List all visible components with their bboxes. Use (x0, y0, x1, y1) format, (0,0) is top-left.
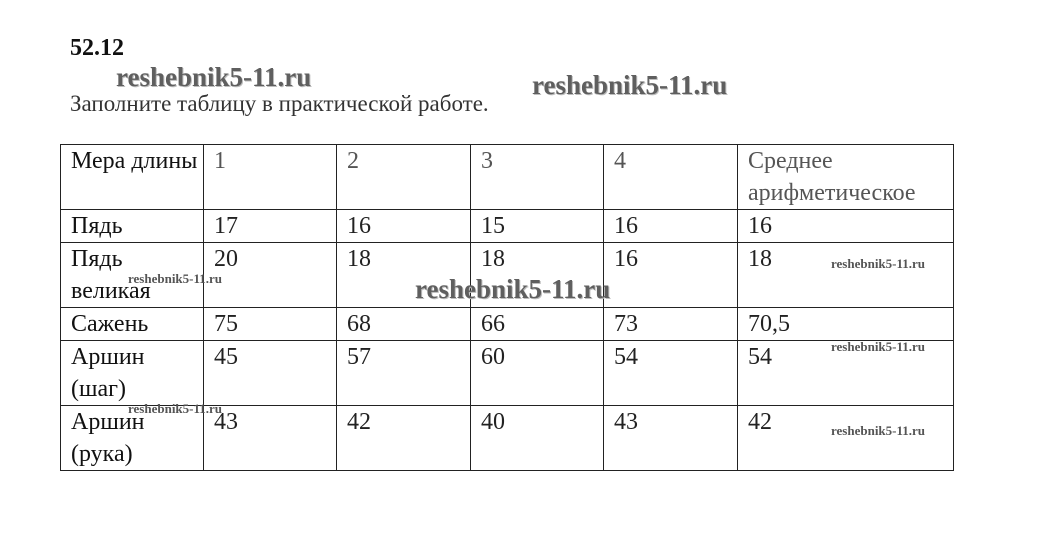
watermark-text: reshebnik5-11.ru (415, 274, 611, 304)
table-cell: 16 (604, 243, 738, 308)
table-cell: 18 (337, 243, 471, 308)
watermark-text: reshebnik5-11.ru (128, 401, 223, 416)
table-cell: 15 (471, 210, 604, 243)
watermark-text: reshebnik5-11.ru (128, 271, 223, 286)
table-row (61, 308, 954, 341)
table-row (61, 210, 954, 243)
table-cell: 73 (604, 308, 738, 341)
table-cell-average: 70,5 (738, 308, 954, 341)
row-label: Пядь великая (61, 243, 204, 308)
table-cell: 75 (204, 308, 337, 341)
table-cell: 16 (604, 210, 738, 243)
problem-number: 52.12 (70, 35, 124, 61)
table-cell-average: 54 (738, 341, 954, 406)
watermark-text: reshebnik5-11.ru (831, 256, 926, 271)
watermark-text: reshebnik5-11.ru (831, 423, 926, 438)
table-cell: 42 (337, 406, 471, 471)
watermark-text: reshebnik5-11.ru (831, 339, 926, 354)
table-cell: 54 (604, 341, 738, 406)
table-cell: 60 (471, 341, 604, 406)
row-label: Сажень (61, 308, 204, 341)
table-cell: 57 (337, 341, 471, 406)
table-cell-average: 16 (738, 210, 954, 243)
table-cell: 43 (604, 406, 738, 471)
row-label: Пядь (61, 210, 204, 243)
measure-table (60, 144, 954, 471)
table-cell: 40 (471, 406, 604, 471)
header-cell-1: 1 (204, 145, 337, 210)
header-cell-measure: Мера длины (61, 145, 204, 210)
row-label: Аршин (рука) (61, 406, 204, 471)
table-cell: 20 (204, 243, 337, 308)
instruction-text: Заполните таблицу в практической работе. (70, 91, 489, 116)
table-cell: 43 (204, 406, 337, 471)
header-cell-3: 3 (471, 145, 604, 210)
table-cell-average: 18 (738, 243, 954, 308)
header-cell-average: Среднее арифметическое (738, 145, 954, 210)
table-cell-average: 42 (738, 406, 954, 471)
watermark-text: reshebnik5-11.ru (532, 70, 728, 100)
table-header-row (61, 145, 954, 210)
table-cell: 45 (204, 341, 337, 406)
table-row (61, 341, 954, 406)
table-cell: 17 (204, 210, 337, 243)
table-cell: 66 (471, 308, 604, 341)
row-label: Аршин (шаг) (61, 341, 204, 406)
table-cell: 18 (471, 243, 604, 308)
header-cell-2: 2 (337, 145, 471, 210)
table-cell: 16 (337, 210, 471, 243)
watermark-text: reshebnik5-11.ru (116, 62, 312, 92)
table-cell: 68 (337, 308, 471, 341)
header-cell-4: 4 (604, 145, 738, 210)
